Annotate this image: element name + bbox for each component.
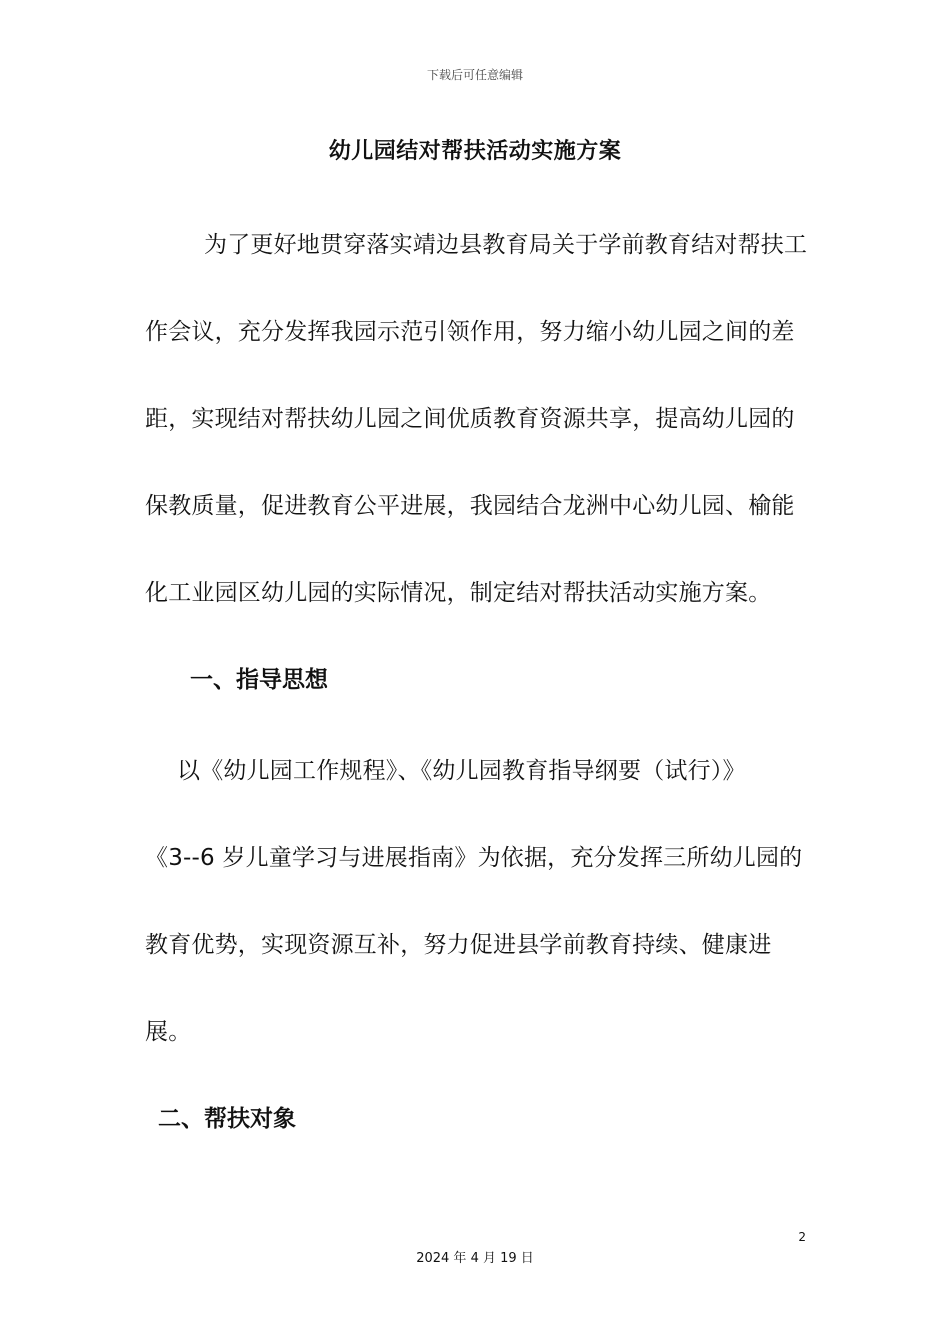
section1-line: 教育优势，实现资源互补，努力促进县学前教育持续、健康进 <box>145 932 772 958</box>
section-heading-support-targets: 二、帮扶对象 <box>158 1106 296 1132</box>
section1-line: 以《幼儿园工作规程》、《幼儿园教育指导纲要（试行）》 <box>177 758 746 784</box>
document-title: 幼儿园结对帮扶活动实施方案 <box>328 139 622 164</box>
intro-line: 距，实现结对帮扶幼儿园之间优质教育资源共享，提高幼儿园的 <box>145 406 795 432</box>
section1-line: 《3--6 岁儿童学习与进展指南》为依据，充分发挥三所幼儿园的 <box>145 845 803 871</box>
intro-line: 作会议，充分发挥我园示范引领作用，努力缩小幼儿园之间的差 <box>145 319 795 345</box>
intro-line: 化工业园区幼儿园的实际情况，制定结对帮扶活动实施方案。 <box>145 580 772 606</box>
page-number: 2 <box>798 1230 806 1244</box>
header-note: 下载后可任意编辑 <box>426 68 523 82</box>
intro-line: 保教质量，促进教育公平进展，我园结合龙洲中心幼儿园、榆能 <box>145 493 795 519</box>
section-heading-guiding-ideology: 一、指导思想 <box>190 667 328 693</box>
intro-line: 为了更好地贯穿落实靖边县教育局关于学前教育结对帮扶工 <box>204 232 808 258</box>
footer-date: 2024 年 4 月 19 日 <box>416 1251 534 1266</box>
section1-line: 展。 <box>145 1019 192 1045</box>
